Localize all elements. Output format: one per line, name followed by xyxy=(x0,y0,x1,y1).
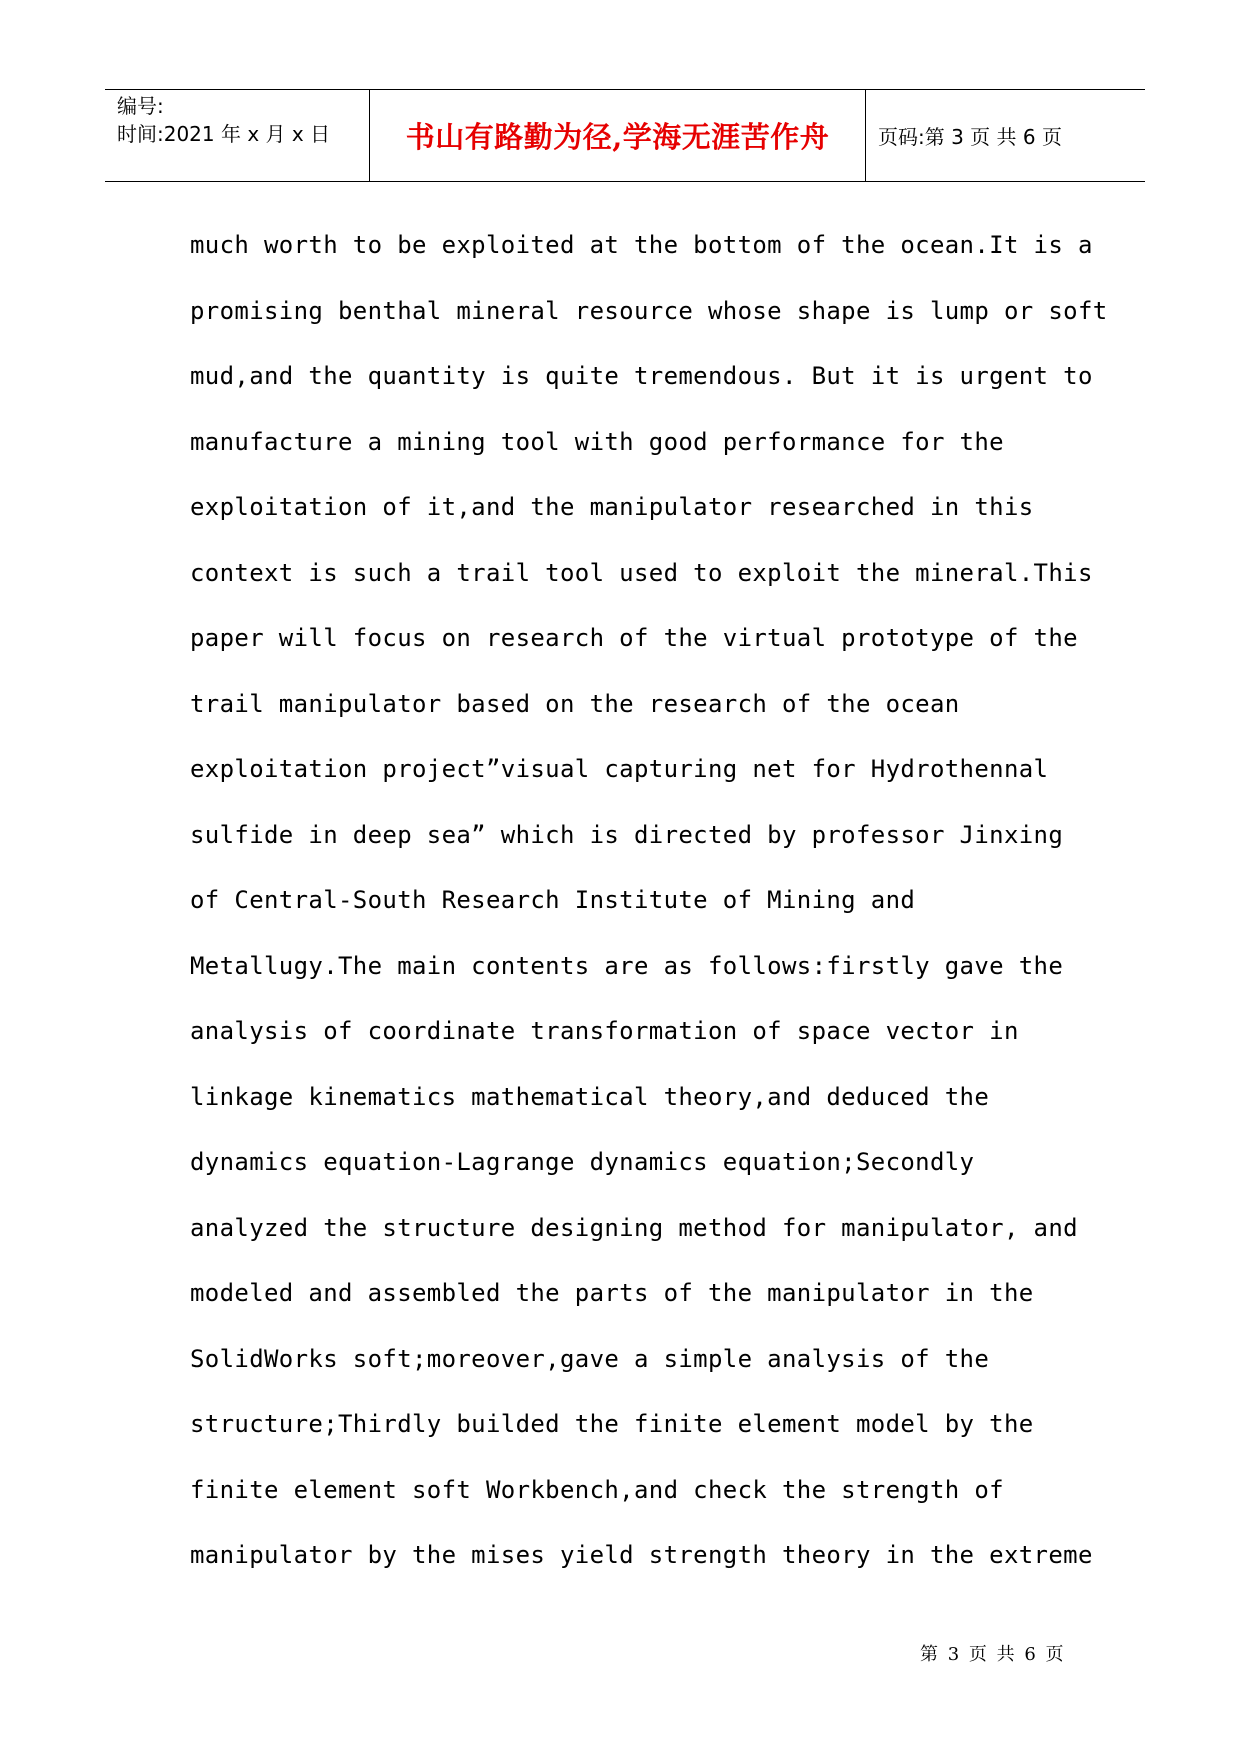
document-body xyxy=(190,221,1108,1597)
document-header xyxy=(105,89,1145,182)
footer-page-number: 第 3 页 共 6 页 xyxy=(920,1644,1066,1665)
body-line: paper will focus on research of the virtual prototype of the xyxy=(190,624,1078,652)
body-line: sulfide in deep sea” which is directed by professor Jinxing xyxy=(190,820,1064,849)
header-page-code: 页码:第 3 页 共 6 页 xyxy=(878,125,1062,149)
body-line: manipulator by the mises yield strength theory in the extreme xyxy=(190,1541,1093,1569)
body-line: dynamics equation-Lagrange dynamics equation;Secondly xyxy=(190,1148,975,1176)
body-line: manufacture a mining tool with good performance for the xyxy=(190,427,1004,456)
document-time-label: 时间:2021 年 x 月 x 日 xyxy=(117,122,331,146)
body-line: analysis of coordinate transformation of space vector in xyxy=(190,1017,1019,1045)
header-motto-cell xyxy=(370,90,866,181)
header-page-cell xyxy=(866,90,1145,181)
body-line: much worth to be exploited at the bottom of the ocean.It is a xyxy=(190,231,1093,259)
body-line: mud,and the quantity is quite tremendous. But it is urgent to xyxy=(190,362,1093,390)
body-line: of Central-South Research Institute of Mining and xyxy=(190,886,916,914)
body-line: analyzed the structure designing method for manipulator, and xyxy=(190,1213,1078,1242)
body-line: context is such a trail tool used to exploit the mineral.This xyxy=(190,558,1093,587)
header-meta-cell xyxy=(105,90,370,181)
body-line: Metallugy.The main contents are as follows:firstly gave the xyxy=(190,951,1064,980)
header-motto: 书山有路勤为径,学海无涯苦作舟 xyxy=(405,120,830,154)
body-line: exploitation project”visual capturing net for Hydrothennal xyxy=(190,755,1049,783)
body-line: promising benthal mineral resource whose shape is lump or soft xyxy=(190,296,1108,325)
body-line: linkage kinematics mathematical theory,and deduced the xyxy=(190,1082,990,1111)
body-line: SolidWorks soft;moreover,gave a simple analysis of the xyxy=(190,1344,990,1373)
body-line: modeled and assembled the parts of the manipulator in the xyxy=(190,1279,1034,1307)
document-number-label: 编号: xyxy=(117,94,164,118)
body-line: trail manipulator based on the research of the ocean xyxy=(190,689,960,718)
body-line: exploitation of it,and the manipulator researched in this xyxy=(190,493,1034,521)
body-line: finite element soft Workbench,and check the strength of xyxy=(190,1475,1004,1504)
body-line: structure;Thirdly builded the finite element model by the xyxy=(190,1410,1034,1438)
